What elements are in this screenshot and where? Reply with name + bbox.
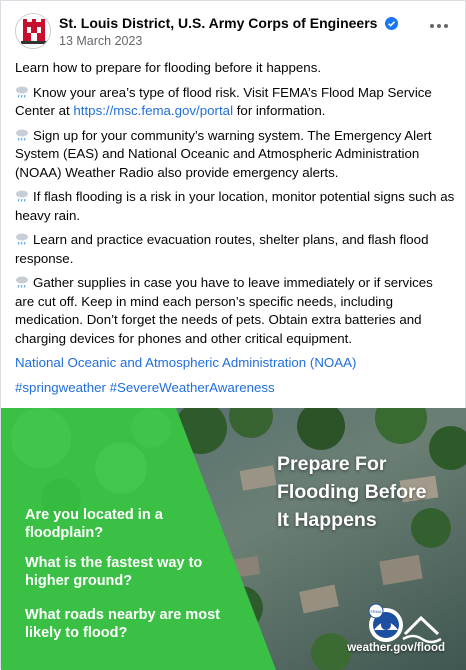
post-body: [15, 59, 455, 403]
page-name-text[interactable]: St. Louis District, U.S. Army Corps of Engineers: [59, 15, 378, 31]
post-paragraph-4: Learn and practice evacuation routes, shelter plans, and flash flood response.: [15, 232, 429, 266]
post-paragraph-1: Know your area’s type of flood risk. Visit FEMA’s Flood Map Service Center at https://msc.fema.gov/portal for information.: [15, 84, 432, 118]
cloud-rain-icon: [15, 189, 29, 203]
cloud-rain-icon: [15, 232, 29, 246]
post-intro: Learn how to prepare for flooding before it happens.: [15, 60, 322, 75]
hashtags: [15, 379, 455, 398]
fema-logo: FEMA: [370, 609, 382, 614]
cloud-rain-icon: [15, 128, 29, 142]
post-date[interactable]: 13 March 2023: [59, 34, 143, 48]
verified-badge-icon: [385, 17, 398, 30]
noaa-paragraph: [15, 354, 455, 373]
cloud-rain-icon: [15, 275, 29, 289]
question-roads-flood: What roads nearby are most likely to flood?: [25, 607, 220, 641]
graphic-headline: Prepare For Flooding Before It Happens: [277, 453, 427, 531]
question-higher-ground: What is the fastest way to higher ground?: [25, 555, 203, 589]
more-dots-icon: [430, 24, 434, 28]
hashtag-springweather[interactable]: #springweather: [15, 379, 106, 395]
weather-gov-url: weather.gov/flood: [347, 642, 445, 654]
noaa-link[interactable]: National Oceanic and Atmospheric Administration (NOAA): [15, 355, 357, 370]
fema-portal-link[interactable]: https://msc.fema.gov/portal: [73, 103, 234, 118]
post-paragraph-5: Gather supplies in case you have to leave immediately or if services are cut off. Keep in mind each person’s specific needs, including medication. Don’t forget the needs of pets. Obtain extra batteries and charging devices for phones and other critical equipment.: [15, 275, 433, 346]
flood-graphic-image[interactable]: [1, 408, 466, 670]
cloud-rain-icon: [15, 85, 29, 99]
question-floodplain: Are you located in a floodplain?: [25, 507, 163, 541]
post-paragraph-2: Sign up for your community’s warning system. The Emergency Alert System (EAS) and National Oceanic and Atmospheric Administration (NOAA) Weather Radio also provide emergency alerts.: [15, 127, 432, 180]
post-paragraph-3: If flash flooding is a risk in your location, monitor potential signs such as heavy rain.: [15, 189, 455, 223]
post-header: [1, 1, 466, 59]
page-avatar[interactable]: [15, 13, 51, 49]
usace-castle-logo: [16, 14, 51, 49]
more-options-button[interactable]: [429, 17, 449, 33]
hashtag-severeweatherawareness[interactable]: #SevereWeatherAwareness: [109, 379, 275, 395]
page-name[interactable]: [59, 15, 398, 31]
